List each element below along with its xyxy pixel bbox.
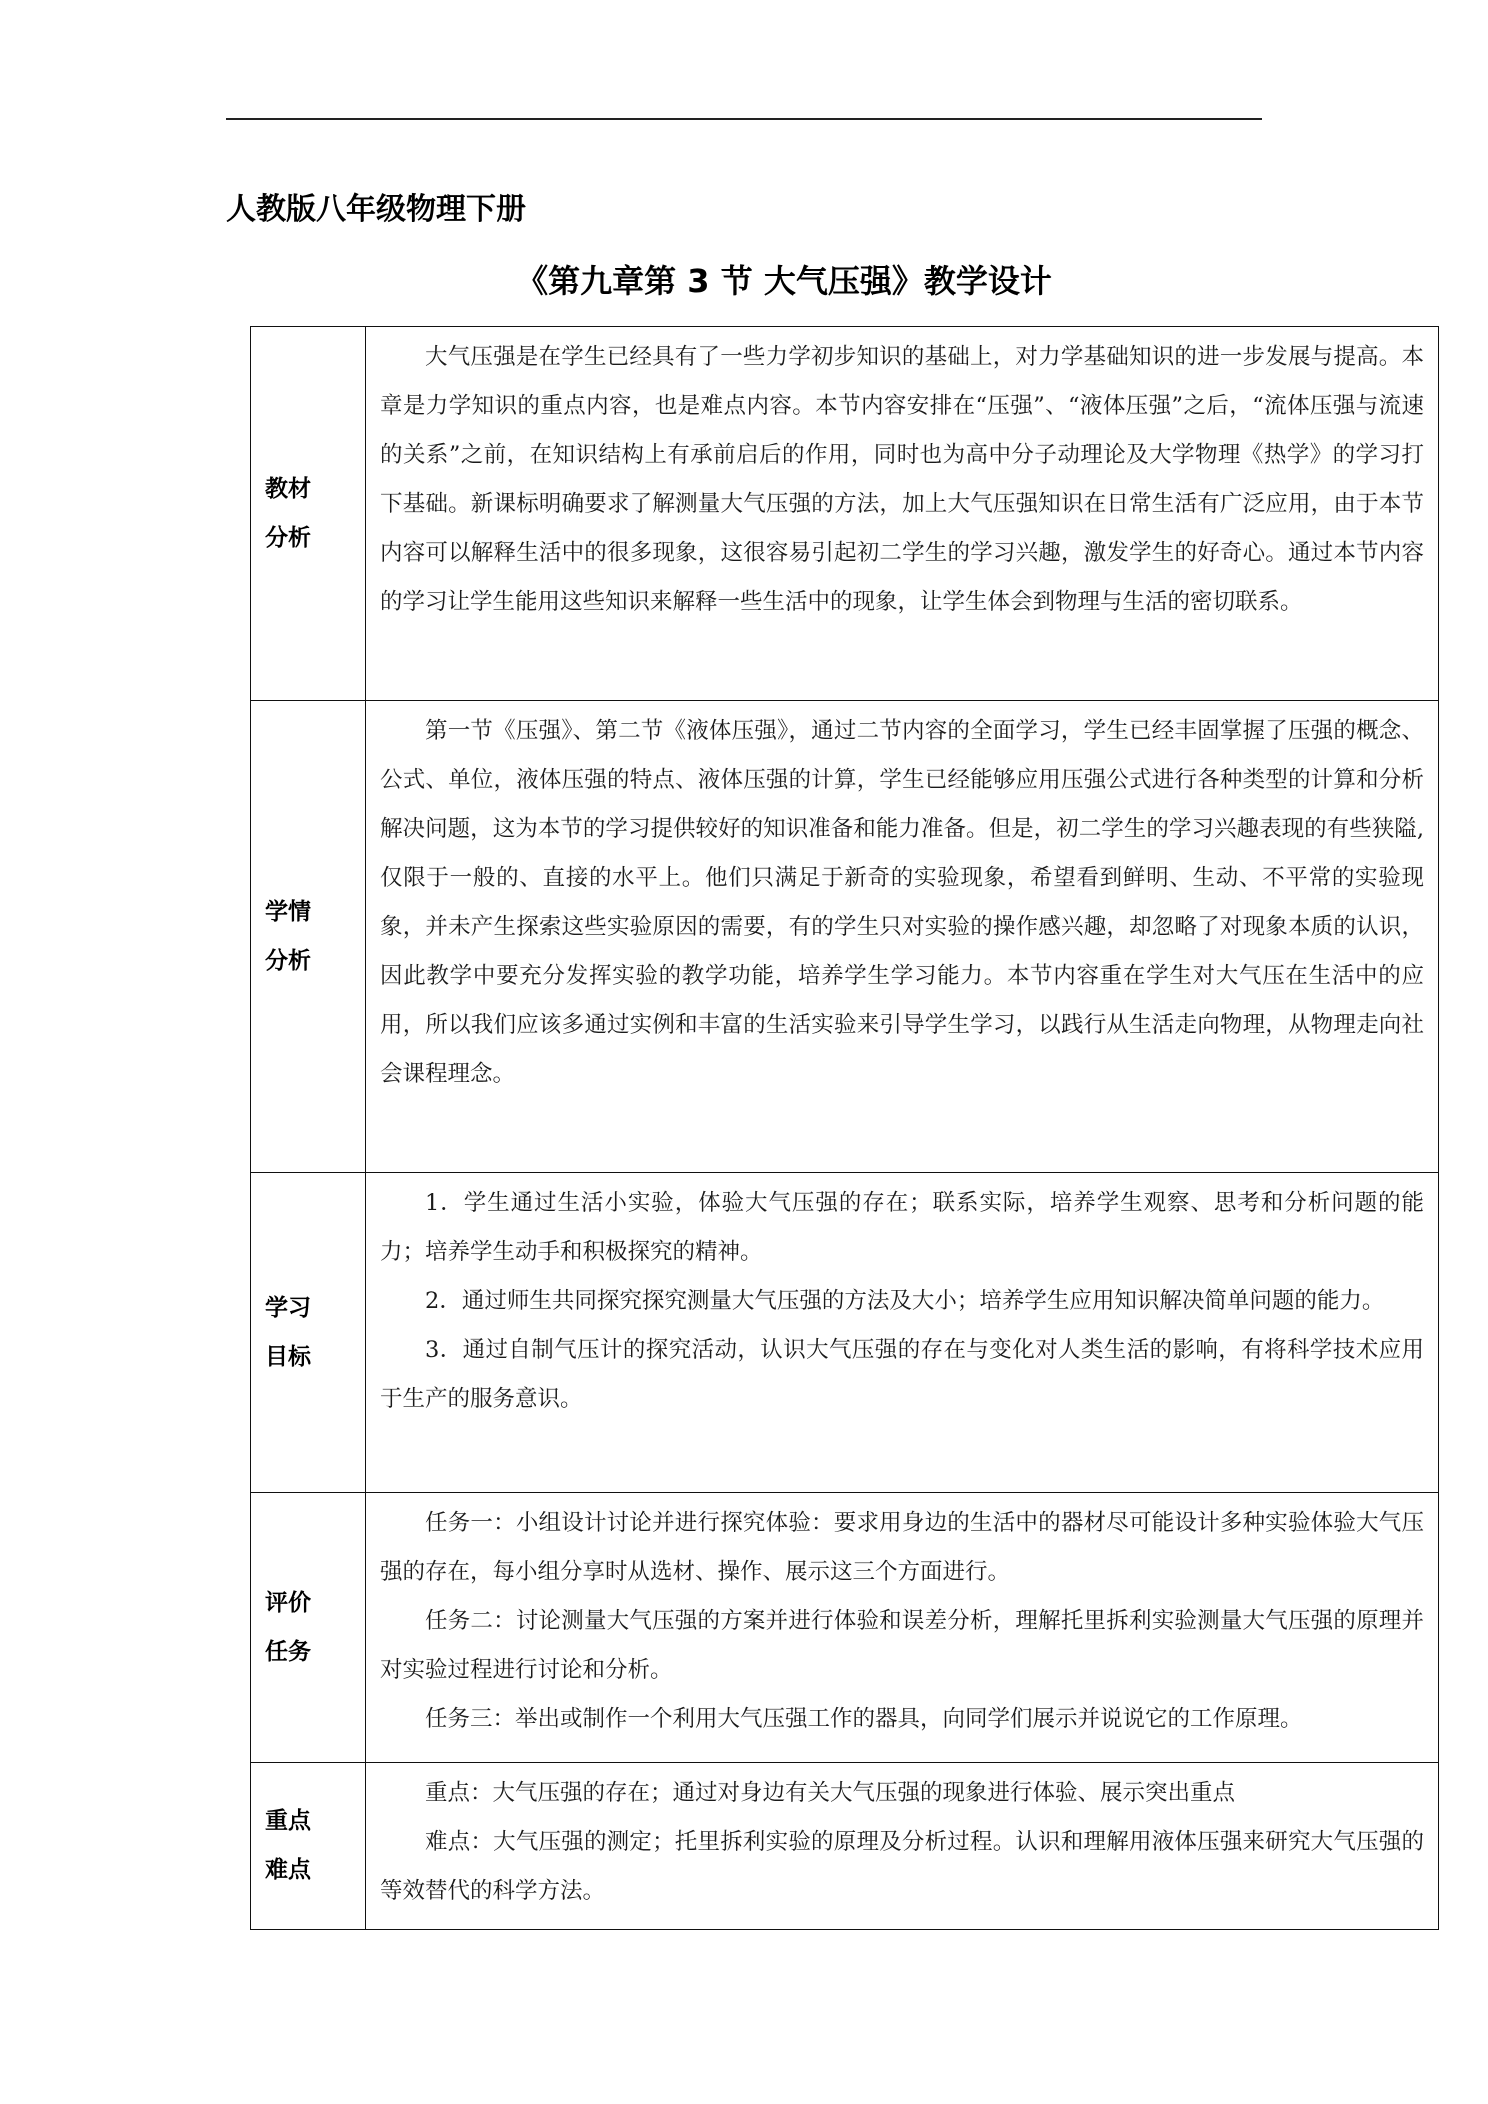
table-row-student-analysis (251, 701, 1439, 1173)
content-paragraph: 第一节《压强》、第二节《液体压强》，通过二节内容的全面学习，学生已经丰固掌握了压强的概念、公式、单位，液体压强的特点、液体压强的计算，学生已经能够应用压强公式进行各种类型的计算和分析解决问题，这为本节的学习提供较好的知识准备和能力准备。但是，初二学生的学习兴趣表现的有些狭隘,仅限于一般的、直接的水平上。他们只满足于新奇的实验现象，希望看到鲜明、生动、不平常的实验现象，并未产生探索这些实验原因的需要，有的学生只对实验的操作感兴趣，却忽略了对现象本质的认识，因此教学中要充分发挥实验的教学功能，培养学生学习能力。本节内容重在学生对大气压在生活中的应用，所以我们应该多通过实例和丰富的生活实验来引导学生学习，以践行从生活走向物理，从物理走向社会课程理念。 (380, 718, 1424, 1087)
row-label-line: 分析 (265, 947, 311, 974)
content-paragraph: 任务一：小组设计讨论并进行探究体验：要求用身边的生活中的器材尽可能设计多种实验体验大气压强的存在，每小组分享时从选材、操作、展示这三个方面进行。 (380, 1510, 1424, 1585)
row-label (251, 327, 366, 701)
table-row-key-difficult-points (251, 1763, 1439, 1930)
row-content (366, 701, 1439, 1173)
row-label (251, 1493, 366, 1763)
series-title: 人教版八年级物理下册 (226, 192, 526, 227)
document-title: 《第九章第 3 节 大气压强》教学设计 (516, 262, 1052, 300)
row-content (366, 327, 1439, 701)
row-content (366, 1763, 1439, 1930)
row-label (251, 1173, 366, 1493)
table-row-learning-objectives (251, 1173, 1439, 1493)
row-content (366, 1493, 1439, 1763)
row-label-line: 教材 (265, 475, 311, 502)
row-label-line: 学习 (265, 1294, 311, 1321)
content-paragraph: 2．通过师生共同探究探究测量大气压强的方法及大小；培养学生应用知识解决简单问题的能力。 (425, 1288, 1385, 1314)
row-label (251, 701, 366, 1173)
content-paragraph: 难点：大气压强的测定；托里拆利实验的原理及分析过程。认识和理解用液体压强来研究大气压强的等效替代的科学方法。 (380, 1829, 1424, 1904)
header-rule (226, 118, 1262, 120)
content-paragraph: 任务二：讨论测量大气压强的方案并进行体验和误差分析，理解托里拆利实验测量大气压强的原理并对实验过程进行讨论和分析。 (380, 1608, 1424, 1683)
content-paragraph: 大气压强是在学生已经具有了一些力学初步知识的基础上，对力学基础知识的进一步发展与提高。本章是力学知识的重点内容，也是难点内容。本节内容安排在“压强”、“液体压强”之后，“流体压强与流速的关系”之前，在知识结构上有承前启后的作用，同时也为高中分子动理论及大学物理《热学》的学习打下基础。新课标明确要求了解测量大气压强的方法，加上大气压强知识在日常生活有广泛应用，由于本节内容可以解释生活中的很多现象，这很容易引起初二学生的学习兴趣，激发学生的好奇心。通过本节内容的学习让学生能用这些知识来解释一些生活中的现象，让学生体会到物理与生活的密切联系。 (380, 344, 1424, 615)
row-label-line: 难点 (265, 1857, 311, 1883)
content-paragraph: 重点：大气压强的存在；通过对身边有关大气压强的现象进行体验、展示突出重点 (425, 1780, 1236, 1806)
content-paragraph: 1．学生通过生活小实验，体验大气压强的存在；联系实际，培养学生观察、思考和分析问题的能力；培养学生动手和积极探究的精神。 (380, 1190, 1424, 1265)
table-row-textbook-analysis (251, 327, 1439, 701)
lesson-design-table (250, 326, 1439, 1930)
content-paragraph: 3．通过自制气压计的探究活动，认识大气压强的存在与变化对人类生活的影响，有将科学技术应用于生产的服务意识。 (380, 1337, 1424, 1412)
row-label-line: 任务 (265, 1638, 311, 1665)
row-label-line: 学情 (265, 898, 311, 925)
row-label-line: 评价 (265, 1589, 311, 1616)
row-label (251, 1763, 366, 1930)
row-label-line: 重点 (265, 1808, 311, 1834)
row-label-line: 分析 (265, 524, 311, 551)
content-paragraph: 任务三：举出或制作一个利用大气压强工作的器具，向同学们展示并说说它的工作原理。 (425, 1706, 1303, 1732)
row-label-line: 目标 (265, 1343, 311, 1370)
row-content (366, 1173, 1439, 1493)
table-row-evaluation-tasks (251, 1493, 1439, 1763)
